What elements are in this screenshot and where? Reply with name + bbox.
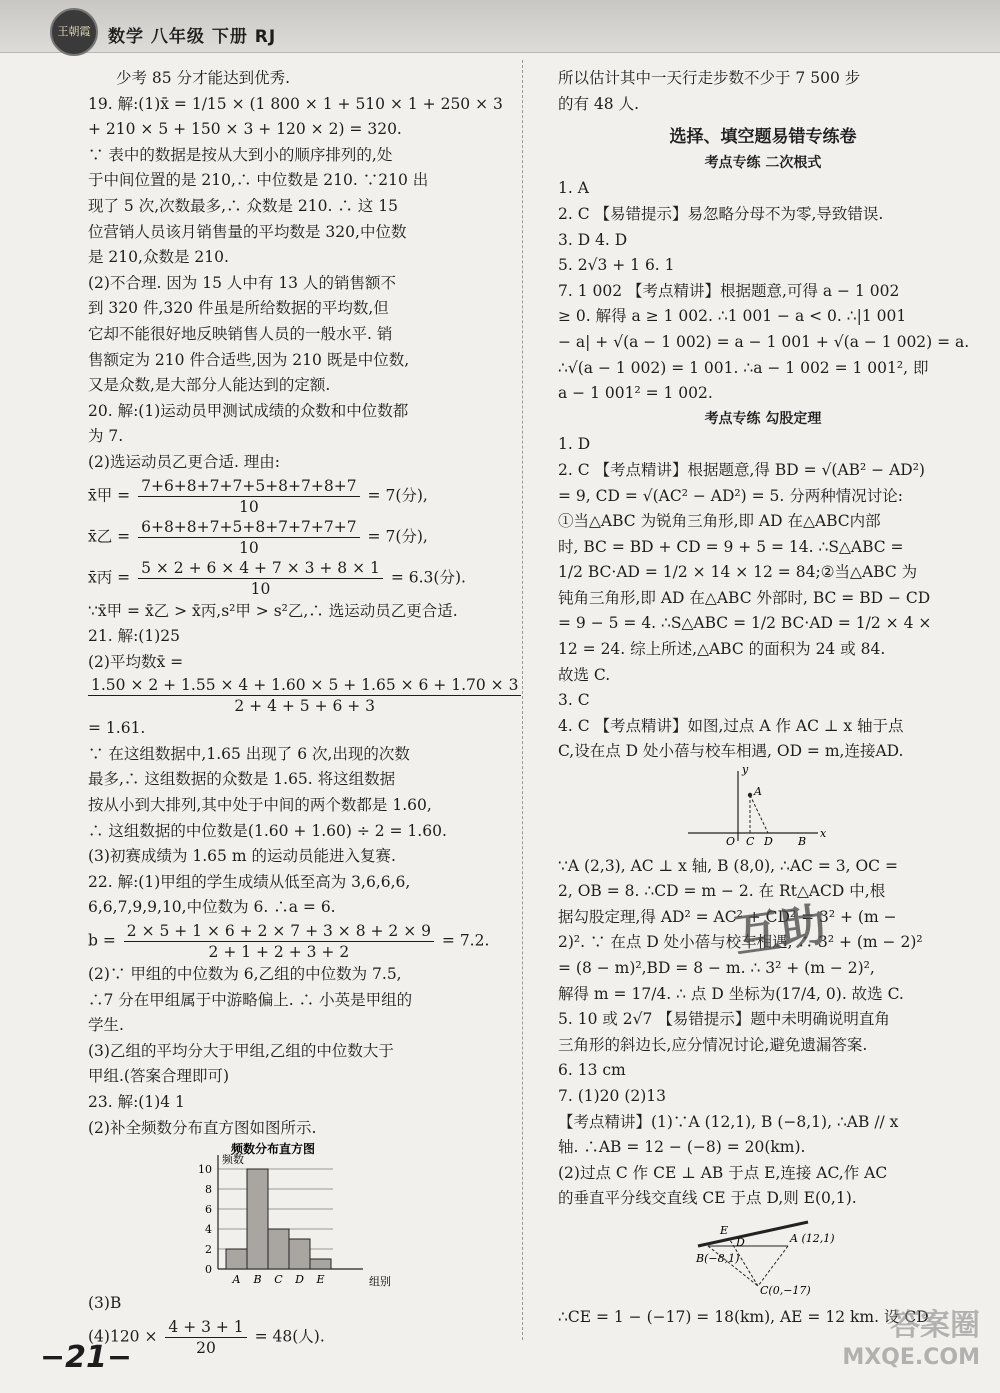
coordinate-figure-1 [558, 765, 968, 845]
q22-line: 甲组.(答案合理即可) [88, 1067, 230, 1086]
q19-line: 19. 解:(1)x̄ = 1/15 × (1 800 × 1 + 510 × 1 + 250 × 3 [88, 94, 503, 113]
q21-line: ∴ 这组数据的中位数是(1.60 + 1.60) ÷ 2 = 1.60. [88, 821, 447, 840]
answer-line: − a| + √(a − 1 002) = a − 1 001 + √(a − 1 002) = a. [558, 332, 970, 351]
stamp-watermark: 互助 [730, 896, 830, 964]
y-tick-label: 4 [205, 1223, 212, 1237]
histogram-bar [268, 1229, 289, 1269]
q21-line: (2)平均数x̄ = [88, 652, 184, 671]
answer-line: 【考点精讲】(1)∵A (12,1), B (−8,1), ∴AB // x [558, 1112, 899, 1131]
answer-line: ①当△ABC 为锐角三角形,即 AD 在△ABC内部 [558, 512, 881, 531]
q21-line: ∵ 在这组数据中,1.65 出现了 6 次,出现的次数 [88, 744, 410, 763]
corner-url-watermark: MXQE.COM [842, 1345, 980, 1370]
formula-lhs: x̄丙 = [88, 568, 131, 586]
answer-line: = (8 − m)²,BD = 8 − m. ∴ 3² + (m − 2)², [558, 959, 875, 977]
fraction: $\frac{7+6+8+7+7+5+8+7+8+7}{10}$ [138, 476, 360, 517]
b-label: B [798, 835, 807, 846]
formula-line [88, 476, 498, 517]
q20-line: ∵x̄甲 = x̄乙 > x̄丙,s²甲 > s²乙,∴ 选运动员乙更合适. [88, 601, 458, 620]
formula-rhs: = 48(人). [254, 1327, 325, 1346]
section-title: 选择、填空题易错专练卷 [669, 127, 857, 148]
o-label: O [726, 835, 736, 846]
x-tick-label: B [253, 1273, 262, 1287]
q20-line: (2)选运动员乙更合适. 理由: [88, 452, 281, 471]
answer-line: 1. D [558, 435, 591, 454]
q22-line: 学生. [88, 1016, 124, 1035]
e-label: E [720, 1223, 729, 1237]
x-axis-label: 组别 [369, 1275, 391, 1289]
answer-line: ∵A (2,3), AC ⊥ x 轴, B (8,0), ∴AC = 3, OC = [558, 856, 898, 875]
y-tick-label: 10 [198, 1163, 212, 1177]
answer-line: 6. 13 cm [558, 1061, 626, 1080]
answer-line: 5. 10 或 2√7 【易错提示】题中未明确说明直角 [558, 1010, 890, 1029]
fraction: $\frac{1.50 \times 2 + 1.55 \times 4 + 1.60 \times 5 + 1.65 \times 6 + 1.70 \times 3}{2 + 4 + 5 + 6 + 3}$ [88, 675, 521, 716]
fraction: $\frac{5 \times 2 + 6 \times 4 + 7 \times 3 + 8 \times 1}{10}$ [138, 558, 383, 599]
d-label: D [736, 1235, 745, 1249]
formula-lhs: x̄甲 = [88, 486, 131, 504]
fraction: $\frac{4 + 3 + 1}{20}$ [165, 1317, 246, 1358]
answer-line: 12 = 24. 综上所述,△ABC 的面积为 24 或 84. [558, 640, 886, 659]
q19-line: 位营销人员该月销售量的平均数是 320,中位数 [88, 222, 407, 241]
formula-lhs: x̄乙 = [88, 527, 131, 545]
q19-line: 于中间位置的是 210,∴ 中位数是 210. ∵210 出 [88, 171, 429, 190]
formula-rhs: = 7.2. [441, 931, 490, 950]
b-label: B(−8,1) [696, 1251, 740, 1265]
y-axis-label: 频数 [222, 1153, 244, 1167]
text-line: 少考 85 分才能达到优秀. [116, 69, 291, 87]
right-column [558, 66, 968, 1330]
coordinate-figure-2 [558, 1212, 968, 1296]
formula-lhs: (4)120 × [88, 1327, 158, 1346]
x-tick-label: C [274, 1273, 283, 1287]
formula-rhs: = 6.3(分). [390, 568, 466, 586]
y-tick-label: 0 [205, 1263, 212, 1277]
answer-line: 3. D 4. D [558, 230, 628, 249]
answer-line: 7. (1)20 (2)13 [558, 1086, 667, 1105]
text-line: 所以估计其中一天行走步数不少于 7 500 步 [558, 69, 861, 87]
text-line: 的有 48 人. [558, 94, 640, 113]
answer-line: 3. C [558, 691, 590, 710]
answer-line: ∴CE = 1 − (−17) = 18(km), AE = 12 km. 设 CD [558, 1307, 929, 1326]
formula-lhs: b = [88, 931, 116, 950]
answer-line: 1/2 BC·AD = 1/2 × 14 × 12 = 84;②当△ABC 为 [558, 563, 918, 582]
answer-line: 解得 m = 17/4. ∴ 点 D 坐标为(17/4, 0). 故选 C. [558, 984, 904, 1003]
answer-line: = 9 − 5 = 4. ∴S△ABC = 1/2 BC·AD = 1/2 × 4 × [558, 614, 932, 633]
answer-line: 5. 2√3 + 1 6. 1 [558, 256, 675, 275]
formula-line [88, 921, 498, 962]
answer-line: 轴. ∴AB = 12 − (−8) = 20(km). [558, 1138, 806, 1157]
a-label: A (12,1) [790, 1231, 835, 1245]
q23-line: 23. 解:(1)4 1 [88, 1093, 185, 1111]
answer-line: 2. C 【考点精讲】根据题意,得 BD = √(AB² − AD²) [558, 460, 925, 479]
q19-line: ∵ 表中的数据是按从大到小的顺序排列的,处 [88, 145, 393, 164]
formula-rhs: = 7(分), [367, 527, 428, 545]
q23-line: (2)补全频数分布直方图如图所示. [88, 1118, 317, 1137]
q19-line: (2)不合理. 因为 15 人中有 13 人的销售额不 [88, 273, 396, 292]
formula-line [88, 1317, 498, 1358]
subsection-title: 考点专练 二次根式 [704, 154, 822, 171]
answer-line: ∴√(a − 1 002) = 1 001. ∴a − 1 002 = 1 001², 即 [558, 358, 929, 377]
q22-line: (3)乙组的平均分大于甲组,乙组的中位数大于 [88, 1041, 394, 1060]
q22-line: (2)∵ 甲组的中位数为 6,乙组的中位数为 7.5, [88, 965, 402, 984]
c-label: C(0,−17) [760, 1283, 811, 1296]
histogram-bar [247, 1169, 268, 1269]
q21-line: (3)初赛成绩为 1.65 m 的运动员能进入复赛. [88, 847, 396, 866]
q19-line: + 210 × 5 + 150 × 3 + 120 × 2) = 320. [88, 120, 402, 139]
q19-line: 售额定为 210 件合适些,因为 210 既是中位数, [88, 350, 410, 369]
line-ac [758, 1246, 788, 1286]
answer-line: C,设在点 D 处小蓓与校车相遇, OD = m,连接AD. [558, 742, 904, 761]
a-label: A [754, 785, 762, 799]
formula-line [88, 517, 498, 558]
q20-line: 为 7. [88, 427, 124, 446]
answer-line: 2)². ∵ 在点 D 处小蓓与校车相遇, ∴ 3² + (m − 2)² [558, 933, 923, 952]
y-tick-label: 8 [205, 1183, 212, 1197]
answer-line: 1. A [558, 179, 589, 198]
c-label: C [746, 835, 755, 846]
d-label: D [764, 835, 773, 846]
page-number: −21− [40, 1340, 133, 1375]
q19-line: 是 210,众数是 210. [88, 248, 229, 267]
answer-line: 故选 C. [558, 665, 611, 684]
answer-line: = 9, CD = √(AC² − AD²) = 5. 分两种情况讨论: [558, 486, 903, 505]
column-divider [522, 60, 523, 1340]
formula-line [88, 558, 498, 599]
answer-line: 7. 1 002 【考点精讲】根据题意,可得 a − 1 002 [558, 281, 900, 300]
x-tick-label: A [232, 1273, 241, 1287]
left-column [88, 66, 519, 1358]
publisher-logo: 王朝霞 [50, 8, 98, 56]
q21-line: 21. 解:(1)25 [88, 627, 180, 646]
histogram-svg [88, 1141, 498, 1291]
q20-line: 20. 解:(1)运动员甲测试成绩的众数和中位数都 [88, 401, 409, 420]
q19-line: 又是众数,是大部分人能达到的定额. [88, 376, 331, 395]
formula-line [88, 675, 519, 716]
q23-line: (3)B [88, 1294, 122, 1313]
q22-line: 6,6,7,9,9,10,中位数为 6. ∴a = 6. [88, 898, 336, 917]
q21-line: 最多,∴ 这组数据的众数是 1.65. 将这组数据 [88, 770, 396, 789]
chart-title: 频数分布直方图 [230, 1142, 316, 1157]
q22-line: ∴7 分在甲组属于中游略偏上. ∴ 小英是甲组的 [88, 990, 413, 1009]
line-ad [750, 795, 768, 833]
x-label: x [820, 827, 827, 841]
fraction: $\frac{2 \times 5 + 1 \times 6 + 2 \times 7 + 3 \times 8 + 2 \times 9}{2 + 1 + 2 + 3 + 2}$ [124, 921, 434, 962]
y-label: y [742, 765, 749, 777]
answer-line: 据勾股定理,得 AD² = AC² + CD² = 3² + (m − [558, 907, 897, 926]
answer-line: ≥ 0. 解得 a ≥ 1 002. ∴1 001 − a < 0. ∴|1 001 [558, 307, 907, 326]
fraction: $\frac{6+8+8+7+5+8+7+7+7+7}{10}$ [138, 517, 360, 558]
corner-watermark: 答案圈 [890, 1308, 980, 1343]
x-tick-label: D [295, 1273, 304, 1287]
page-header [0, 0, 1000, 53]
q19-line: 现了 5 次,次数最多,∴ 众数是 210. ∴ 这 15 [88, 196, 398, 215]
x-tick-label: E [316, 1273, 325, 1287]
subsection-title: 考点专练 勾股定理 [704, 410, 822, 427]
answer-line: a − 1 001² = 1 002. [558, 384, 713, 403]
histogram-bar [289, 1239, 310, 1269]
answer-line: 4. C 【考点精讲】如图,过点 A 作 AC ⊥ x 轴于点 [558, 716, 904, 735]
formula-rhs: = 7(分), [367, 486, 428, 504]
answer-line: 钝角三角形,即 AD 在△ABC 外部时, BC = BD − CD [558, 588, 931, 607]
q21-line: 按从小到大排列,其中处于中间的两个数都是 1.60, [88, 796, 432, 815]
histogram-bar [226, 1249, 247, 1269]
q19-line: 到 320 件,320 件虽是所给数据的平均数,但 [88, 299, 389, 318]
answer-line: 时, BC = BD + CD = 9 + 5 = 14. ∴S△ABC = [558, 537, 904, 556]
book-title: 数学 八年级 下册 RJ [108, 27, 277, 47]
q21-line: = 1.61. [88, 719, 146, 738]
answer-line: (2)过点 C 作 CE ⊥ AB 于点 E,连接 AC,作 AC [558, 1163, 888, 1182]
answer-line: 三角形的斜边长,应分情况讨论,避免遗漏答案. [558, 1035, 868, 1054]
histogram-bar [310, 1259, 331, 1269]
point-a [748, 793, 752, 797]
histogram-chart [88, 1141, 498, 1291]
answer-line: 2, OB = 8. ∴CD = m − 2. 在 Rt△ACD 中,根 [558, 882, 886, 901]
q19-line: 它却不能很好地反映销售人员的一般水平. 销 [88, 324, 393, 343]
q22-line: 22. 解:(1)甲组的学生成绩从低至高为 3,6,6,6, [88, 872, 411, 891]
answer-line: 的垂直平分线交直线 CE 于点 D,则 E(0,1). [558, 1189, 857, 1208]
y-tick-label: 6 [205, 1203, 212, 1217]
y-tick-label: 2 [205, 1243, 212, 1257]
answer-line: 2. C 【易错提示】易忽略分母不为零,导致错误. [558, 204, 884, 223]
